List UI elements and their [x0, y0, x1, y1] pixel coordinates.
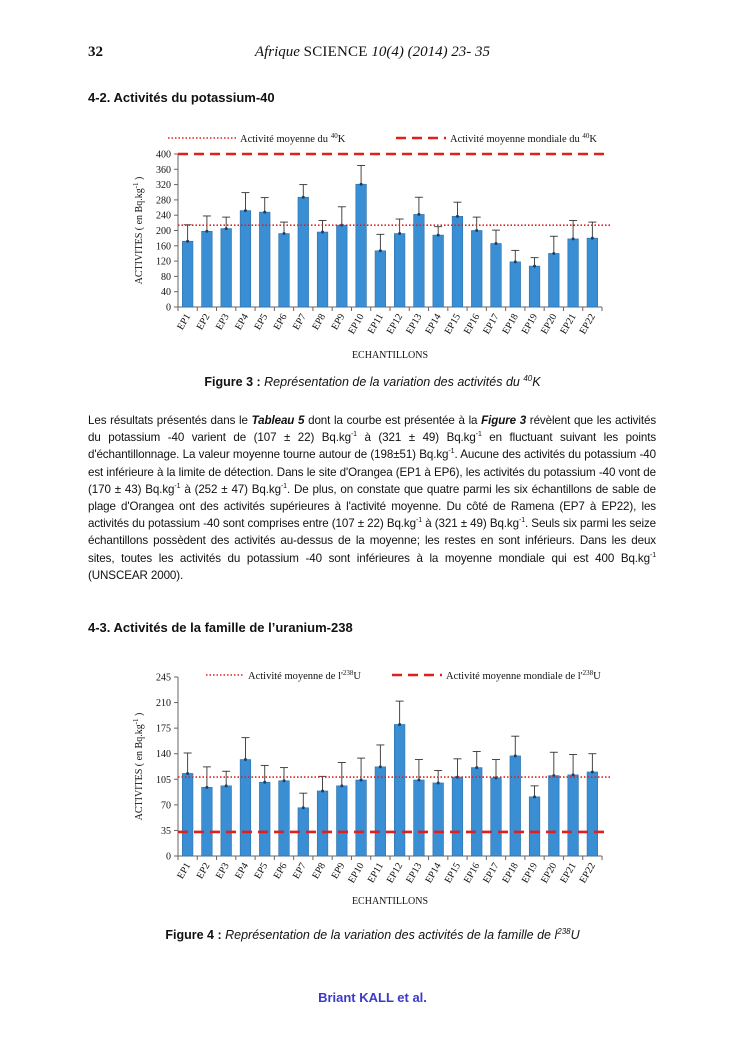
- x-tick-label: EP6: [271, 861, 290, 881]
- bar-point: [283, 779, 286, 782]
- bar-EP3: [221, 786, 232, 856]
- bar-point: [379, 249, 382, 252]
- bar-point: [340, 784, 343, 787]
- figure-3-label: Figure 3 :: [204, 375, 261, 390]
- bar-point: [186, 772, 189, 775]
- x-tick-label: EP15: [442, 312, 464, 337]
- bar-EP6: [279, 781, 290, 856]
- figure-4-sup: 238: [557, 927, 571, 936]
- bar-EP19: [529, 797, 540, 856]
- para-s5: en fluctuant suivant les points d'échantillonnage. La valeur moyenne tourne autour de (198±51) Bq.kg: [88, 431, 657, 462]
- bar-EP15: [452, 216, 463, 307]
- para-s4: à (321 ± 49) Bq.kg: [356, 431, 476, 445]
- figure-3-sup: 40: [523, 374, 533, 383]
- figure-3-text: Représentation de la variation des activités du: [264, 375, 524, 390]
- bar-EP17: [491, 244, 502, 307]
- bar-point: [514, 754, 517, 757]
- x-tick-label: EP8: [310, 312, 329, 332]
- x-tick-label: EP10: [346, 861, 367, 886]
- figure-4-text-end: U: [570, 928, 580, 943]
- bar-point: [495, 242, 498, 245]
- y-tick-label: 80: [161, 271, 171, 283]
- bar-EP3: [221, 229, 232, 307]
- x-tick-label: EP11: [365, 312, 386, 336]
- bar-point: [456, 215, 459, 218]
- journal-ref: 10(4) (2014) 23- 35: [371, 44, 491, 60]
- results-paragraph: [88, 412, 656, 584]
- para-s8: . De plus, on constate que quatre parmi les six échantillons de sable de plage d'Orangea ont des activités supérieures à l'activité moyenne. Du côté de Ramena (EP7 à EP22), les activités du potassium -40 sont comprises entre (107 ± 22) Bq.kg: [88, 482, 656, 531]
- x-tick-label: EP11: [365, 861, 386, 885]
- bar-EP11: [375, 767, 386, 856]
- bar-point: [437, 781, 440, 784]
- x-tick-label: EP2: [194, 312, 213, 332]
- para-s2: dont la courbe est présentée à la: [304, 414, 482, 427]
- bar-point: [302, 806, 305, 809]
- bar-point: [244, 758, 247, 761]
- legend-label-dotted: Activité moyenne du $^{40}$K: [240, 132, 346, 145]
- x-tick-label: EP6: [271, 312, 290, 332]
- bar-point: [225, 784, 228, 787]
- x-axis-label: ECHANTILLONS: [351, 350, 429, 361]
- y-tick-label: 360: [156, 164, 171, 176]
- bar-EP5: [259, 212, 270, 307]
- bar-EP21: [568, 775, 579, 856]
- x-tick-label: EP21: [558, 861, 579, 886]
- y-tick-label: 245: [156, 672, 171, 684]
- y-tick-label: 280: [156, 195, 171, 207]
- x-tick-label: EP4: [233, 312, 252, 332]
- x-tick-label: EP20: [539, 861, 560, 886]
- exp: -1: [415, 517, 423, 525]
- bar-point: [379, 765, 382, 768]
- x-tick-label: EP13: [404, 312, 425, 337]
- bar-EP10: [356, 780, 367, 856]
- x-tick-label: EP4: [233, 861, 252, 881]
- bar-point: [437, 234, 440, 237]
- y-tick-label: 320: [156, 180, 171, 192]
- bar-EP22: [587, 772, 598, 856]
- y-tick-label: 70: [161, 800, 171, 812]
- y-axis-label: ACTIVITES ( en $Bq.kg^{-1}$ ): [132, 712, 145, 821]
- bar-EP22: [587, 238, 598, 307]
- bar-EP5: [259, 782, 270, 856]
- figure-4-text: Représentation de la variation des activités de la famille de l: [225, 928, 558, 943]
- x-tick-label: EP18: [500, 312, 521, 337]
- y-tick-label: 35: [161, 825, 171, 837]
- bar-point: [321, 231, 324, 234]
- x-tick-label: EP5: [252, 861, 271, 881]
- journal-name: Afrique: [254, 44, 300, 60]
- bar-EP9: [337, 225, 348, 307]
- exp: -1: [649, 551, 656, 559]
- bar-EP12: [394, 724, 405, 856]
- figure-4-label: Figure 4 :: [165, 928, 222, 943]
- bar-EP18: [510, 262, 521, 307]
- para-s10: . Seuls six parmi les seize échantillons possèdent des activités au-dessus de la moyenne; les restes en sont inférieurs. Dans les deux sites, toutes les activités du potassium -40 sont inférieures à la moyenne mondiale qui est 400 Bq.kg: [88, 517, 656, 565]
- y-tick-label: 40: [161, 287, 171, 299]
- x-tick-label: EP3: [213, 312, 232, 332]
- bar-point: [263, 781, 266, 784]
- para-s6: . Aucune des activités du potassium -40 est inférieure à la limite de détection. Dans le site d'Orangea (EP1 à EP6), les activités du potassium -40 vont de (170 ± 43) Bq.kg: [88, 448, 656, 496]
- bar-EP11: [375, 251, 386, 307]
- y-tick-label: 240: [156, 210, 171, 222]
- bar-EP17: [491, 778, 502, 856]
- x-tick-label: EP19: [519, 312, 541, 337]
- x-tick-label: EP22: [577, 861, 598, 886]
- bar-point: [591, 770, 594, 773]
- exp: -1: [174, 482, 181, 490]
- exp: -1: [518, 517, 525, 525]
- x-tick-label: EP7: [291, 861, 309, 881]
- figure-3-chart: [130, 126, 620, 376]
- bar-point: [398, 723, 401, 726]
- figure-3-caption: [0, 374, 745, 389]
- ref-table-5: Tableau 5: [251, 414, 305, 427]
- para-s9: à (321 ± 49) Bq.kg: [422, 517, 519, 531]
- x-tick-label: EP1: [175, 312, 194, 332]
- x-tick-label: EP2: [194, 861, 213, 881]
- bar-point: [263, 211, 266, 214]
- x-tick-label: EP9: [329, 312, 348, 332]
- bar-EP8: [317, 232, 328, 307]
- bar-point: [533, 795, 536, 798]
- figure-4-caption: [0, 927, 745, 942]
- bar-point: [225, 227, 228, 230]
- x-tick-label: EP3: [213, 861, 232, 881]
- legend-label-dashed: Activité moyenne mondiale de $l'^{238}U$: [446, 669, 601, 682]
- bar-EP20: [549, 776, 560, 856]
- bar-EP21: [568, 239, 579, 307]
- bar-point: [533, 265, 536, 268]
- bar-EP9: [337, 786, 348, 856]
- journal-science: SCIENCE: [303, 44, 368, 60]
- y-tick-label: 105: [156, 774, 171, 786]
- figure-3-text-end: K: [532, 375, 541, 390]
- x-tick-label: EP21: [558, 312, 579, 337]
- y-tick-label: 200: [156, 226, 171, 237]
- bar-EP1: [182, 773, 193, 856]
- bar-point: [552, 252, 555, 255]
- footer-authors: Briant KALL et al.: [318, 990, 427, 1005]
- bar-EP7: [298, 197, 309, 307]
- bar-point: [417, 213, 420, 216]
- exp: -1: [448, 448, 455, 456]
- x-tick-label: EP12: [384, 861, 406, 886]
- bar-EP13: [414, 780, 425, 856]
- para-s11: (UNSCEAR 2000).: [88, 568, 184, 582]
- bar-point: [475, 766, 478, 769]
- para-s7: à (252 ± 47) Bq.kg: [180, 482, 281, 496]
- bar-point: [186, 240, 189, 243]
- y-tick-label: 140: [156, 749, 171, 761]
- bar-point: [360, 183, 363, 186]
- y-tick-label: 175: [156, 723, 171, 735]
- y-tick-label: 400: [156, 149, 171, 161]
- section-title-potassium: 4-2. Activités du potassium-40: [88, 90, 275, 105]
- x-tick-label: EP16: [461, 312, 483, 337]
- bar-EP20: [549, 253, 560, 307]
- bar-EP18: [510, 756, 521, 856]
- uranium-chart-svg: [130, 660, 620, 910]
- bar-point: [398, 232, 401, 235]
- bar-EP15: [452, 777, 463, 856]
- bar-EP13: [414, 214, 425, 307]
- bar-point: [360, 779, 363, 782]
- legend-label-dashed: Activité moyenne mondiale du $^{40}$K: [450, 132, 597, 145]
- bar-EP1: [182, 241, 193, 307]
- x-tick-label: EP15: [442, 861, 464, 886]
- bar-EP2: [202, 787, 213, 856]
- ref-figure-3: Figure 3: [481, 414, 527, 427]
- x-tick-label: EP1: [175, 861, 194, 881]
- bar-point: [591, 237, 594, 240]
- bar-EP14: [433, 783, 444, 856]
- x-tick-label: EP19: [519, 861, 541, 886]
- exp: -1: [280, 482, 287, 490]
- x-tick-label: EP18: [500, 861, 521, 886]
- potassium-chart-svg: [130, 126, 620, 371]
- x-tick-label: EP14: [423, 312, 444, 337]
- x-tick-label: EP17: [481, 312, 502, 337]
- bar-EP16: [471, 231, 482, 308]
- figure-4-chart: [130, 660, 620, 915]
- y-axis-label: ACTIVITES ( en $Bq.kg^{-1}$ ): [132, 176, 145, 285]
- para-s3: révèlent que les activités du potassium -40 varient de (107 ± 22) Bq.kg: [88, 414, 657, 445]
- bar-point: [205, 786, 208, 789]
- bar-point: [572, 773, 575, 776]
- bar-EP16: [471, 768, 482, 856]
- y-tick-label: 160: [156, 241, 171, 253]
- bar-EP10: [356, 184, 367, 307]
- y-tick-label: 0: [166, 302, 171, 314]
- x-tick-label: EP5: [252, 312, 271, 332]
- bar-EP12: [394, 234, 405, 307]
- bar-point: [417, 779, 420, 782]
- bar-point: [321, 789, 324, 792]
- bar-EP2: [202, 231, 213, 307]
- para-s1: Les résultats présentés dans le: [88, 414, 252, 427]
- bar-EP6: [279, 234, 290, 307]
- bar-EP14: [433, 235, 444, 307]
- x-tick-label: EP20: [539, 312, 560, 337]
- bar-EP19: [529, 266, 540, 307]
- section-title-uranium: 4-3. Activités de la famille de l’uranium-238: [88, 620, 353, 635]
- bar-point: [475, 229, 478, 232]
- bar-point: [205, 230, 208, 233]
- y-tick-label: 120: [156, 256, 171, 268]
- x-tick-label: EP14: [423, 861, 444, 886]
- x-tick-label: EP10: [346, 312, 367, 337]
- x-tick-label: EP7: [291, 312, 309, 332]
- bar-point: [514, 260, 517, 263]
- x-tick-label: EP17: [481, 861, 502, 886]
- page-number: 32: [88, 44, 103, 60]
- x-tick-label: EP12: [384, 312, 406, 337]
- journal-header: [0, 44, 745, 61]
- bar-point: [302, 196, 305, 199]
- bar-point: [244, 209, 247, 212]
- bar-point: [283, 232, 286, 235]
- x-tick-label: EP13: [404, 861, 425, 886]
- exp: -1: [475, 431, 482, 439]
- exp: -1: [350, 431, 357, 439]
- x-tick-label: EP9: [329, 861, 348, 881]
- bar-point: [572, 237, 575, 240]
- bar-EP8: [317, 791, 328, 856]
- y-tick-label: 210: [156, 698, 171, 710]
- x-axis-label: ECHANTILLONS: [351, 896, 429, 907]
- x-tick-label: EP22: [577, 312, 598, 337]
- x-tick-label: EP8: [310, 861, 329, 881]
- bar-EP4: [240, 760, 251, 856]
- y-tick-label: 0: [166, 851, 171, 863]
- legend-label-dotted: Activité moyenne de $l'^{238}U$: [248, 669, 361, 682]
- x-tick-label: EP16: [461, 861, 483, 886]
